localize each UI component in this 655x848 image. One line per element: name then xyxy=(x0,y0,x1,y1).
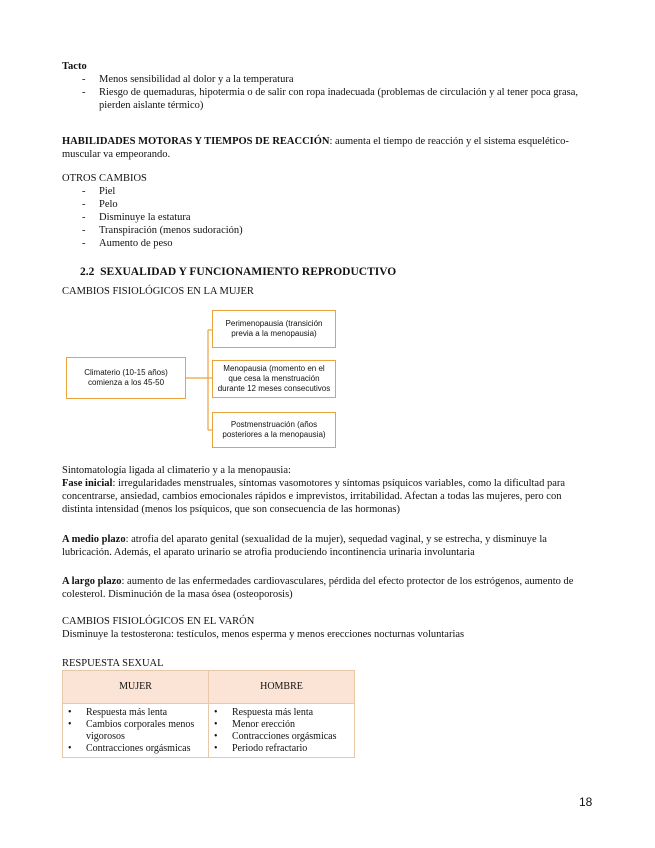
largo-text: : aumento de las enfermedades cardiovasculares, pérdida del efecto protector de los estrógenos, aumento de colesterol. Disminución de la masa ósea (osteoporosis) xyxy=(62,576,574,600)
list-item: - Riesgo de quemaduras, hipotermia o de salir con ropa inadecuada (problemas de circulación y al tener poca grasa, pierden aislante térmico) xyxy=(62,86,594,112)
largo-plazo-paragraph xyxy=(62,575,594,601)
list-item: • Contracciones orgásmicas xyxy=(209,731,354,743)
list-item: • Respuesta más lenta xyxy=(63,707,208,719)
fase-label: Fase inicial xyxy=(62,478,113,489)
tacto-list xyxy=(62,73,594,112)
diagram-root-box: Climaterio (10-15 años) comienza a los 45-50 xyxy=(66,357,186,399)
mujer-column-header: MUJER xyxy=(63,671,209,704)
list-item: - Aumento de peso xyxy=(62,237,594,250)
hombre-cell xyxy=(209,704,355,758)
section-title: SEXUALIDAD Y FUNCIONAMIENTO REPRODUCTIVO xyxy=(100,266,397,278)
diagram-child-postmenstruacion: Postmenstruación (años posteriores a la menopausia) xyxy=(212,412,336,448)
list-item: - Piel xyxy=(62,185,594,198)
varon-section xyxy=(62,615,594,641)
mujer-heading: CAMBIOS FISIOLÓGICOS EN LA MUJER xyxy=(62,286,254,297)
otros-heading: OTROS CAMBIOS xyxy=(62,173,147,184)
respuesta-table xyxy=(62,670,355,758)
diagram-child-perimenopausia: Perimenopausia (transición previa a la menopausia) xyxy=(212,310,336,348)
medio-text: : atrofia del aparato genital (sexualidad de la mujer), sequedad vaginal, y se estrecha, y disminuye la lubricación. Además, el aparato urinario se atrofia produciendo incontinencia urinaria involuntaria xyxy=(62,534,547,558)
fase-text: : irregularidades menstruales, síntomas vasomotores y síntomas psíquicos variables, como la dificultad para concentrarse, ansiedad, cambios emocionales rápidos e imprevistos, irritabilidad. Afectan a todas las mujeres, pero con distinta intensidad (menos los psíquicos, que son consecuencia de las hormonas) xyxy=(62,478,566,515)
habilidades-paragraph xyxy=(62,135,594,161)
diagram-child-menopausia: Menopausia (momento en el que cesa la menstruación durante 12 meses consecutivos xyxy=(212,360,336,398)
sintomatologia-section xyxy=(62,464,594,516)
hombre-column-header: HOMBRE xyxy=(209,671,355,704)
section-number: 2.2 xyxy=(80,266,95,278)
list-item: - Disminuye la estatura xyxy=(62,211,594,224)
section-heading xyxy=(80,266,612,279)
varon-text: Disminuye la testosterona: testículos, menos esperma y menos erecciones nocturnas voluntarias xyxy=(62,629,465,640)
varon-heading: CAMBIOS FISIOLÓGICOS EN EL VARÓN xyxy=(62,616,255,627)
habilidades-heading: HABILIDADES MOTORAS Y TIEMPOS DE REACCIÓN xyxy=(62,136,330,147)
habilidades-text: : aumenta el tiempo de reacción y el sistema esquelético-muscular va empeorando. xyxy=(62,136,569,160)
list-item: - Pelo xyxy=(62,198,594,211)
otros-section xyxy=(62,172,594,250)
table-row xyxy=(63,704,355,758)
list-item: • Menor erección xyxy=(209,719,354,731)
list-item: • Contracciones orgásmicas xyxy=(63,743,208,755)
medio-plazo-paragraph xyxy=(62,533,594,559)
tacto-section xyxy=(62,60,594,112)
respuesta-heading: RESPUESTA SEXUAL xyxy=(62,658,164,669)
list-item: - Menos sensibilidad al dolor y a la temperatura xyxy=(62,73,594,86)
list-item: • Respuesta más lenta xyxy=(209,707,354,719)
list-item: • Periodo refractario xyxy=(209,743,354,755)
page-number: 18 xyxy=(579,795,593,809)
mujer-cell xyxy=(63,704,209,758)
list-item: - Transpiración (menos sudoración) xyxy=(62,224,594,237)
otros-list xyxy=(62,185,594,250)
sintomatologia-intro: Sintomatología ligada al climaterio y a la menopausia: xyxy=(62,465,291,476)
table-header-row xyxy=(63,671,355,704)
largo-label: A largo plazo xyxy=(62,576,122,587)
tacto-heading: Tacto xyxy=(62,61,87,72)
medio-label: A medio plazo xyxy=(62,534,126,545)
list-item: • Cambios corporales menos vigorosos xyxy=(63,719,208,743)
